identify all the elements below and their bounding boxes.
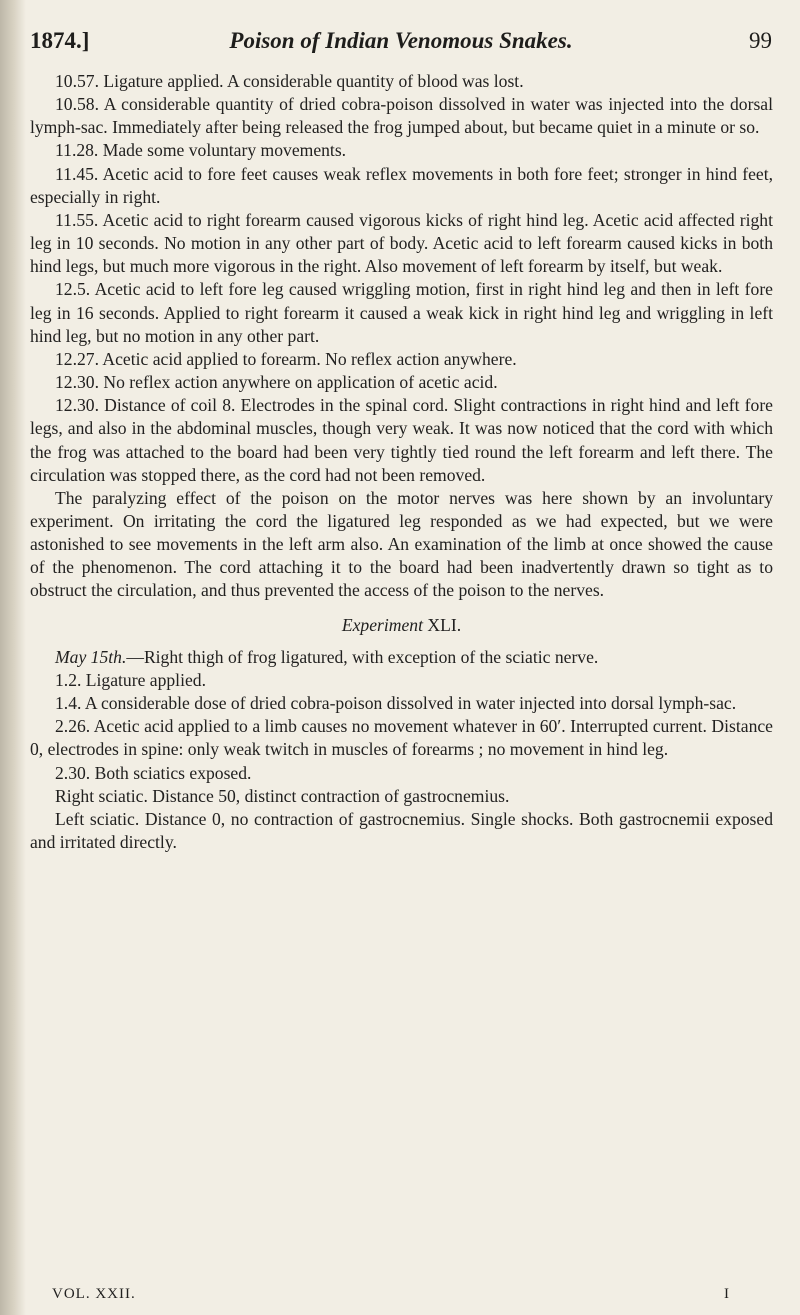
header-year: 1874.] bbox=[30, 28, 90, 53]
volume-label: VOL. XXII. bbox=[52, 1286, 136, 1302]
paragraph: 2.26. Acetic acid applied to a limb causes no movement whatever in 60′. Interrupted current. Distance 0, electrodes in spine: only weak twitch in muscles of forearms ; no movement in hind leg. bbox=[30, 716, 773, 760]
page-body bbox=[30, 70, 773, 854]
experiment-heading-number: XLI. bbox=[427, 614, 462, 635]
paragraph: 1.4. A considerable dose of dried cobra-poison dissolved in water injected into dorsal lymph-sac. bbox=[55, 693, 737, 714]
paragraph: 11.45. Acetic acid to fore feet causes weak reflex movements in both fore feet; stronger in hind feet, especially in right. bbox=[30, 163, 773, 207]
experiment-intro: —Right thigh of frog ligatured, with exception of the sciatic nerve. bbox=[126, 646, 599, 667]
paragraph: The paralyzing effect of the poison on the motor nerves was here shown by an involuntary experiment. On irritating the cord the ligatured leg responded as we had expected, but we were astonished to see movements in the left arm also. An examination of the limb at once showed the cause of the phenomenon. The cord attaching it to the board had been inadvertently drawn so tight as to obstruct the circulation, and thus prevented the access of the poison to the nerves. bbox=[30, 487, 773, 601]
experiment-heading-label: Experiment bbox=[341, 614, 423, 635]
paragraph: 12.30. No reflex action anywhere on application of acetic acid. bbox=[55, 372, 498, 393]
paragraph: Right sciatic. Distance 50, distinct contraction of gastrocnemius. bbox=[55, 785, 510, 806]
paragraph: 2.30. Both sciatics exposed. bbox=[55, 762, 252, 783]
paragraph: 10.58. A considerable quantity of dried cobra-poison dissolved in water was injected into the dorsal lymph-sac. Immediately after being released the frog jumped about, but became quiet in a minute or so. bbox=[30, 94, 773, 138]
experiment-heading bbox=[30, 614, 773, 637]
page-number: 99 bbox=[749, 28, 772, 53]
page-footer bbox=[52, 1286, 730, 1306]
signature-mark: I bbox=[724, 1286, 730, 1302]
running-header bbox=[30, 28, 772, 62]
paragraph: 12.27. Acetic acid applied to forearm. No reflex action anywhere. bbox=[55, 348, 517, 369]
paragraph: 10.57. Ligature applied. A considerable quantity of blood was lost. bbox=[55, 71, 524, 91]
paragraph bbox=[30, 646, 773, 669]
header-title: Poison of Indian Venomous Snakes. bbox=[229, 28, 573, 53]
paragraph: Left sciatic. Distance 0, no contraction of gastrocnemius. Single shocks. Both gastrocnemii exposed and irritated directly. bbox=[30, 808, 773, 852]
experiment-date: May 15th. bbox=[55, 646, 127, 667]
paragraph: 11.55. Acetic acid to right forearm caused vigorous kicks of right hind leg. Acetic acid affected right leg in 10 seconds. No motion in any other part of body. Acetic acid to left forearm caused kicks in both hind legs, but much more vigorous in the right. Also movement of left forearm by itself, but weak. bbox=[30, 209, 773, 277]
paragraph: 1.2. Ligature applied. bbox=[55, 669, 206, 690]
paragraph: 12.30. Distance of coil 8. Electrodes in the spinal cord. Slight contractions in right hind and left fore legs, and also in the abdominal muscles, though very weak. It was now noticed that the cord with which the frog was attached to the board had been very tightly tied round the left forearm and left there. The circulation was stopped there, as the cord had not been removed. bbox=[30, 395, 773, 485]
paragraph: 12.5. Acetic acid to left fore leg caused wriggling motion, first in right hind leg and then in left fore leg in 16 seconds. Applied to right forearm it caused a weak kick in right hind leg and wriggling in left hind leg, but no motion in any other part. bbox=[30, 279, 773, 346]
paragraph: 11.28. Made some voluntary movements. bbox=[55, 140, 347, 161]
